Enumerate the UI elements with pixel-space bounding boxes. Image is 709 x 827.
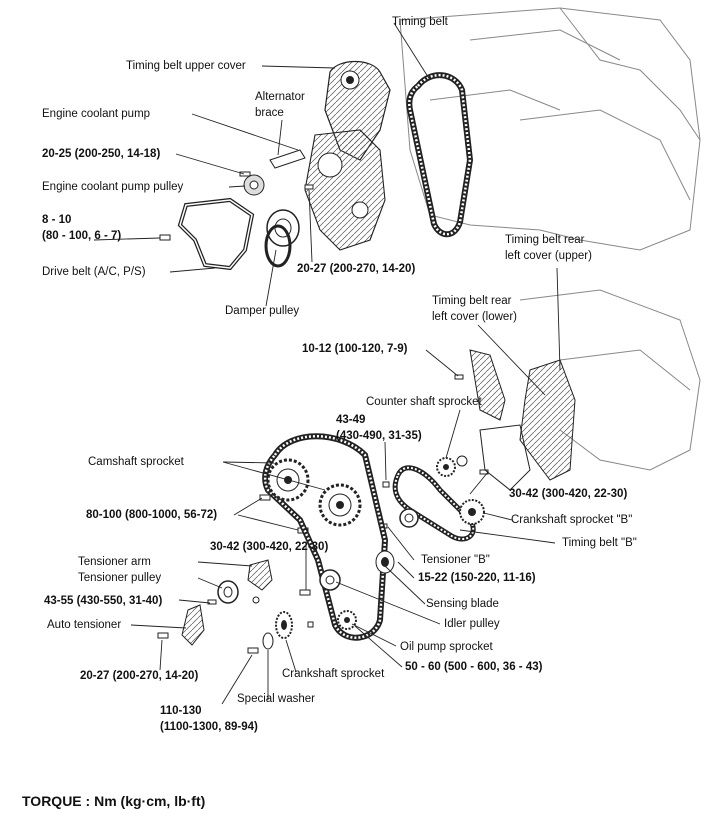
label-camshaft-sprocket: Camshaft sprocket bbox=[88, 456, 184, 468]
torque-10-12: 10-12 (100-120, 7-9) bbox=[302, 343, 408, 355]
tensioner-assembly bbox=[182, 560, 272, 645]
label-timing-belt-b: Timing belt "B" bbox=[562, 537, 637, 549]
label-upper-cover: Timing belt upper cover bbox=[126, 60, 246, 72]
torque-20-27-top: 20-27 (200-270, 14-20) bbox=[297, 263, 416, 275]
torque-43-49-line2: (430-490, 31-35) bbox=[336, 430, 422, 442]
torque-units-footer: TORQUE : Nm (kg·cm, lb·ft) bbox=[22, 793, 206, 809]
sensing-blade bbox=[376, 551, 394, 573]
camshaft-sprockets bbox=[268, 460, 360, 525]
engine-block-outline bbox=[400, 8, 700, 250]
label-tensioner-b: Tensioner "B" bbox=[421, 554, 490, 566]
label-counter-shaft-sprocket: Counter shaft sprocket bbox=[366, 396, 482, 408]
torque-43-49-line1: 43-49 bbox=[336, 414, 366, 426]
label-alternator-brace-line2: brace bbox=[255, 107, 284, 119]
torque-15-22: 15-22 (150-220, 11-16) bbox=[418, 572, 536, 584]
label-coolant-pump: Engine coolant pump bbox=[42, 108, 151, 120]
counter-shaft-sprocket bbox=[437, 456, 467, 476]
label-auto-tensioner: Auto tensioner bbox=[47, 619, 122, 631]
label-crankshaft-sprocket-b: Crankshaft sprocket "B" bbox=[511, 514, 633, 526]
timing-belt-b bbox=[395, 468, 473, 539]
label-oil-pump-sprocket: Oil pump sprocket bbox=[400, 641, 493, 653]
oil-pump-sprocket bbox=[338, 611, 356, 629]
drive-belt bbox=[180, 200, 252, 268]
torque-43-55: 43-55 (430-550, 31-40) bbox=[44, 595, 163, 607]
crankshaft-sprocket bbox=[263, 612, 292, 649]
tensioner-b bbox=[400, 509, 418, 527]
label-drive-belt: Drive belt (A/C, P/S) bbox=[42, 266, 146, 278]
torque-20-25: 20-25 (200-250, 14-18) bbox=[42, 148, 161, 160]
label-sensing-blade: Sensing blade bbox=[426, 598, 499, 610]
label-rear-cover-lower-line1: Timing belt rear bbox=[432, 295, 512, 307]
label-rear-cover-upper-line2: left cover (upper) bbox=[505, 250, 592, 262]
label-coolant-pump-pulley: Engine coolant pump pulley bbox=[42, 181, 184, 193]
torque-110-130-line1: 110-130 bbox=[160, 705, 202, 717]
label-rear-cover-lower-line2: left cover (lower) bbox=[432, 311, 517, 323]
idler-pulley bbox=[320, 570, 340, 590]
label-tensioner-pulley: Tensioner pulley bbox=[78, 572, 162, 584]
torque-30-42-right: 30-42 (300-420, 22-30) bbox=[509, 488, 628, 500]
label-idler-pulley: Idler pulley bbox=[444, 618, 500, 630]
torque-20-27-bottom: 20-27 (200-270, 14-20) bbox=[80, 670, 199, 682]
label-crankshaft-sprocket: Crankshaft sprocket bbox=[282, 668, 385, 680]
torque-50-60: 50 - 60 (500 - 600, 36 - 43) bbox=[405, 661, 543, 673]
label-special-washer: Special washer bbox=[237, 693, 315, 705]
crankshaft-sprocket-b bbox=[460, 500, 484, 524]
label-damper-pulley: Damper pulley bbox=[225, 305, 300, 317]
damper-pulley bbox=[266, 210, 299, 266]
label-tensioner-arm: Tensioner arm bbox=[78, 556, 151, 568]
torque-30-42-mid: 30-42 (300-420, 22-30) bbox=[210, 541, 329, 553]
torque-80-100: 80-100 (800-1000, 56-72) bbox=[86, 509, 218, 521]
coolant-pump-assembly bbox=[244, 130, 385, 250]
torque-8-10-line2: (80 - 100, 6 - 7) bbox=[42, 230, 122, 242]
torque-8-10-line1: 8 - 10 bbox=[42, 214, 72, 226]
label-timing-belt: Timing belt bbox=[392, 16, 448, 28]
label-alternator-brace-line1: Alternator bbox=[255, 91, 305, 103]
label-rear-cover-upper-line1: Timing belt rear bbox=[505, 234, 585, 246]
torque-110-130-line2: (1100-1300, 89-94) bbox=[160, 721, 258, 733]
